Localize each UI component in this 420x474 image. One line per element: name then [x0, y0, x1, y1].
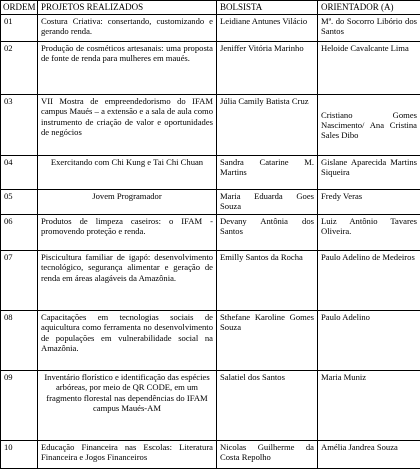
- cell-bolsista: Sandra Catarine M. Martins: [217, 156, 318, 190]
- cell-ordem: 03: [1, 95, 38, 156]
- cell-projeto: Capacitações em tecnologias sociais de aquicultura como ferramenta no desenvolvimento de populações em vulnerabilidade social na Amazônia.: [38, 311, 217, 371]
- cell-projeto: Jovem Programador: [38, 190, 217, 215]
- table-row: [1, 190, 420, 215]
- cell-orientador: Heloide Cavalcante Lima: [318, 42, 420, 95]
- table-header-row: [1, 1, 420, 15]
- cell-orientador: Paulo Adelino: [318, 311, 420, 371]
- cell-projeto: Produtos de limpeza caseiros: o IFAM - promovendo proteção e renda.: [38, 215, 217, 251]
- cell-projeto: Produção de cosméticos artesanais: uma proposta de fonte de renda para mulheres em maués.: [38, 42, 217, 95]
- cell-ordem: 08: [1, 311, 38, 371]
- header-projetos: PROJETOS REALIZADOS: [38, 1, 217, 15]
- cell-ordem: 09: [1, 371, 38, 441]
- cell-projeto: VII Mostra de empreendedorismo do IFAM campus Maués – a extensão e a sala de aula como instrumento de criação de valor e oportunidades de negócios: [38, 95, 217, 156]
- cell-bolsista: Júlia Camily Batista Cruz: [217, 95, 318, 156]
- cell-bolsista: Maria Eduarda Goes Souza: [217, 190, 318, 215]
- cell-ordem: 02: [1, 42, 38, 95]
- header-bolsista: BOLSISTA: [217, 1, 318, 15]
- cell-bolsista: Sthefane Karoline Gomes Souza: [217, 311, 318, 371]
- cell-bolsista: Emilly Santos da Rocha: [217, 251, 318, 311]
- cell-orientador: Cristiano Gomes Nascimento/ Ana Cristina Sales Dibo: [318, 95, 420, 156]
- table-row: [1, 311, 420, 371]
- cell-projeto: Piscicultura familiar de igapó: desenvolvimento tecnológico, segurança alimentar e geração de renda em áreas alagáveis da Amazônia.: [38, 251, 217, 311]
- header-ordem: ORDEM: [1, 1, 38, 15]
- table-row: [1, 251, 420, 311]
- cell-orientador: Amélia Jandrea Souza: [318, 441, 420, 469]
- table-row: [1, 42, 420, 95]
- cell-bolsista: Salatiel dos Santos: [217, 371, 318, 441]
- table-row: [1, 441, 420, 469]
- cell-ordem: 07: [1, 251, 38, 311]
- cell-ordem: 06: [1, 215, 38, 251]
- cell-bolsista: Jeniffer Vitória Marinho: [217, 42, 318, 95]
- cell-orientador: Mª. do Socorro Libório dos Santos: [318, 15, 420, 42]
- table-row: [1, 371, 420, 441]
- cell-projeto: Educação Financeira nas Escolas: Literatura Financeira e Jogos Financeiros: [38, 441, 217, 469]
- cell-orientador: Paulo Adelino de Medeiros: [318, 251, 420, 311]
- cell-orientador: Gislane Aparecida Martins Siqueira: [318, 156, 420, 190]
- table-row: [1, 156, 420, 190]
- cell-ordem: 04: [1, 156, 38, 190]
- cell-bolsista: Leidiane Antunes Vilácio: [217, 15, 318, 42]
- cell-ordem: 05: [1, 190, 38, 215]
- table-row: [1, 95, 420, 156]
- cell-projeto: Exercitando com Chi Kung e Tai Chi Chuan: [38, 156, 217, 190]
- cell-projeto: Inventário florístico e identificação das espécies arbóreas, por meio de QR CODE, em um fragmento florestal nas dependências do IFAM campus Maués-AM: [38, 371, 217, 441]
- cell-bolsista: Devany Antônia dos Santos: [217, 215, 318, 251]
- cell-projeto: Costura Criativa: consertando, customizando e gerando renda.: [38, 15, 217, 42]
- header-orientador: ORIENTADOR (A): [318, 1, 420, 15]
- cell-bolsista: Nicolas Guilherme da Costa Repolho: [217, 441, 318, 469]
- table-row: [1, 215, 420, 251]
- table-row: [1, 15, 420, 42]
- cell-ordem: 01: [1, 15, 38, 42]
- cell-orientador: Maria Muniz: [318, 371, 420, 441]
- cell-orientador: Luiz Antônio Tavares Oliveira.: [318, 215, 420, 251]
- cell-ordem: 10: [1, 441, 38, 469]
- cell-orientador: Fredy Veras: [318, 190, 420, 215]
